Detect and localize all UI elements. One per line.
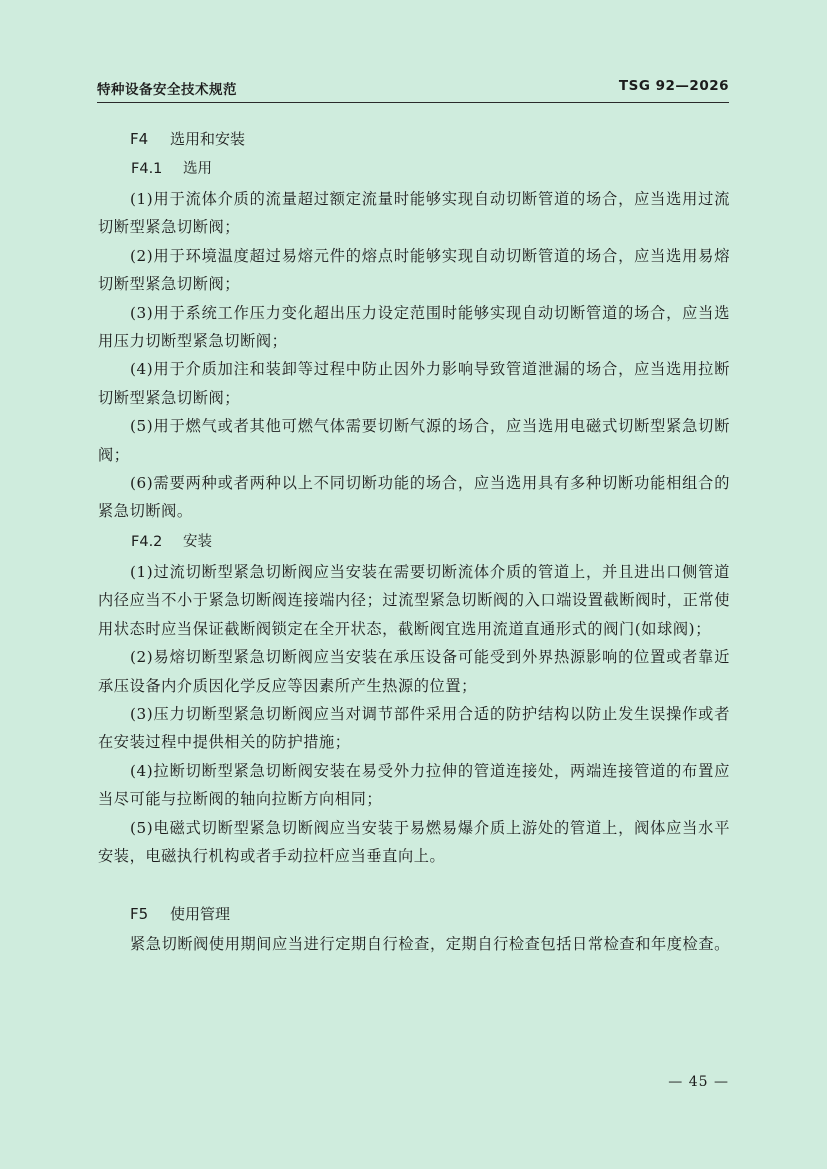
page-header xyxy=(97,78,729,103)
document-body xyxy=(98,125,730,959)
list-item: (3)压力切断型紧急切断阀应当对调节部件采用合适的防护结构以防止发生误操作或者在安装过程中提供相关的防护措施； xyxy=(98,704,730,752)
list-item: (4)拉断切断型紧急切断阀安装在易受外力拉伸的管道连接处，两端连接管道的布置应当尽可能与拉断阀的轴向拉断方向相同； xyxy=(98,761,730,809)
section-heading-f5 xyxy=(98,900,730,928)
section-title: 选用和安装 xyxy=(170,130,246,148)
subsection-title: 选用 xyxy=(183,161,212,177)
list-item: (1)用于流体介质的流量超过额定流量时能够实现自动切断管道的场合，应当选用过流切断型紧急切断阀； xyxy=(98,190,730,237)
list-item: (5)用于燃气或者其他可燃气体需要切断气源的场合，应当选用电磁式切断型紧急切断阀； xyxy=(98,417,730,464)
list-item: (2)用于环境温度超过易熔元件的熔点时能够实现自动切断管道的场合，应当选用易熔切断型紧急切断阀； xyxy=(98,246,730,294)
header-standard-code: TSG 92—2026 xyxy=(618,78,729,94)
list-item: (1)过流切断型紧急切断阀应当安装在需要切断流体介质的管道上，并且进出口侧管道内径应当不小于紧急切断阀连接端内径；过流型紧急切断阀的入口端设置截断阀时，正常使用状态时应当保证截断阀锁定在全开状态，截断阀宜选用流道直通形式的阀门(如球阀)； xyxy=(98,562,730,638)
section-number: F4 xyxy=(130,130,149,148)
list-item: (5)电磁式切断型紧急切断阀应当安装于易燃易爆介质上游处的管道上，阀体应当水平安装，电磁执行机构或者手动拉杆应当垂直向上。 xyxy=(98,818,730,865)
subsection-number: F4.1 xyxy=(131,161,163,177)
section-heading-f4 xyxy=(98,125,730,153)
list-item: (6)需要两种或者两种以上不同切断功能的场合，应当选用具有多种切断功能相组合的紧急切断阀。 xyxy=(98,474,730,521)
subsection-heading-f4-2 xyxy=(98,528,730,556)
list-item: (4)用于介质加注和装卸等过程中防止因外力影响导致管道泄漏的场合，应当选用拉断切断型紧急切断阀； xyxy=(98,360,730,407)
paragraph: 紧急切断阀使用期间应当进行定期自行检查，定期自行检查包括日常检查和年度检查。 xyxy=(130,935,730,954)
list-item: (2)易熔切断型紧急切断阀应当安装在承压设备可能受到外界热源影响的位置或者靠近承压设备内介质因化学反应等因素所产生热源的位置； xyxy=(98,648,730,695)
subsection-title: 安装 xyxy=(183,533,212,550)
list-item: (3)用于系统工作压力变化超出压力设定范围时能够实现自动切断管道的场合，应当选用压力切断型紧急切断阀； xyxy=(98,303,730,351)
page-number: — 45 — xyxy=(668,1074,729,1090)
subsection-heading-f4-1 xyxy=(98,155,730,183)
section-title: 使用管理 xyxy=(170,905,231,924)
subsection-number: F4.2 xyxy=(131,533,163,550)
header-title: 特种设备安全技术规范 xyxy=(97,82,237,98)
section-number: F5 xyxy=(130,905,149,924)
